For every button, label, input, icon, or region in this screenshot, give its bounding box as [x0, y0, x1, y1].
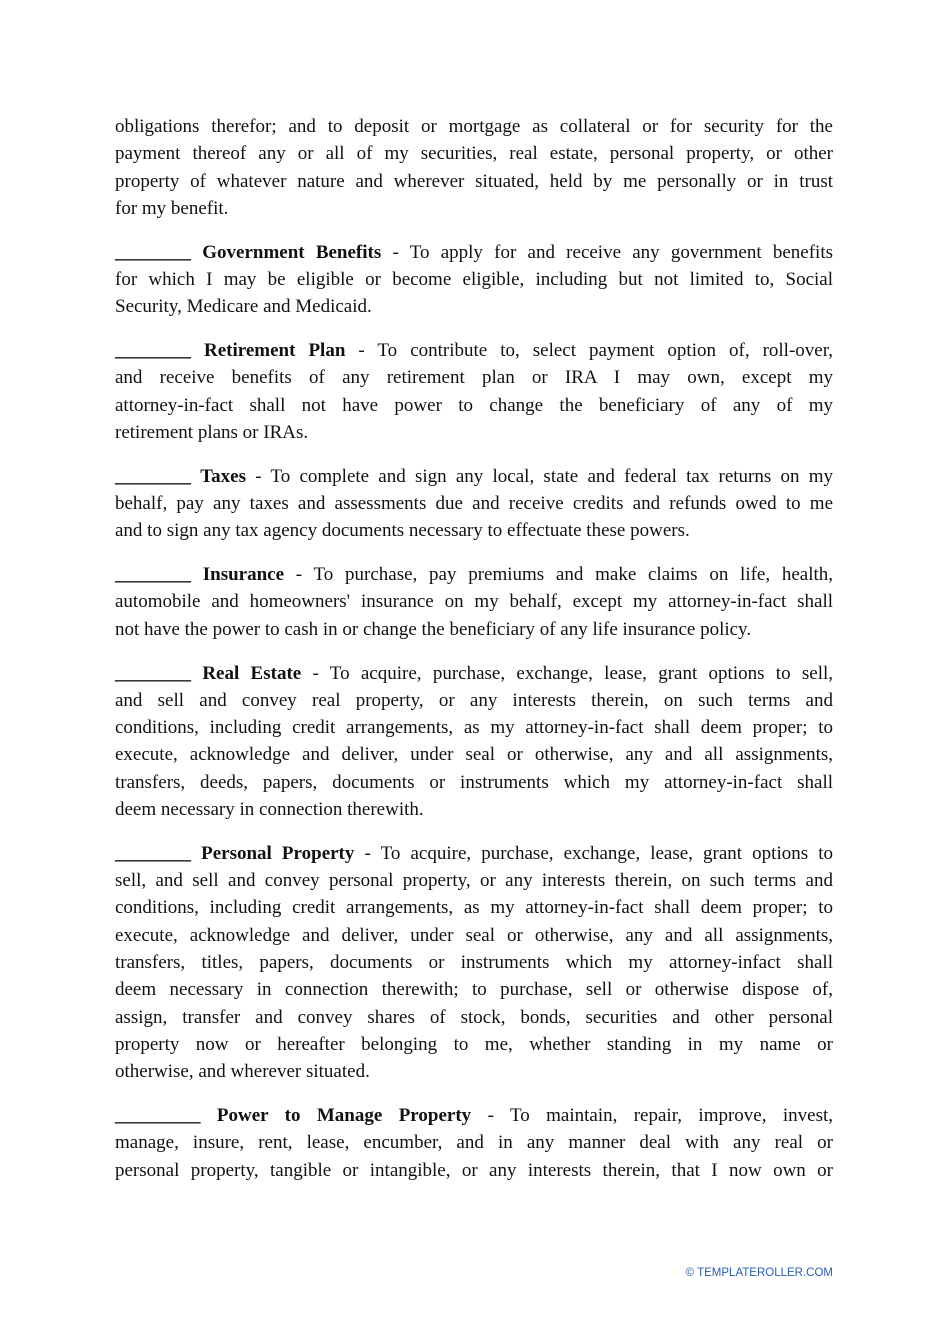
section-title: Real Estate — [202, 662, 302, 684]
section-text: - To complete and sign any local, state and federal tax returns on my — [255, 465, 834, 487]
paragraph — [115, 337, 833, 446]
text-line: personal property, tangible or intangible, or any interests therein, that I now own or — [115, 1159, 833, 1181]
paragraph — [115, 561, 833, 643]
text-line — [115, 337, 833, 364]
text-line — [115, 561, 833, 588]
footer-copyright[interactable]: © TEMPLATEROLLER.COM — [685, 1267, 833, 1279]
text-line: behalf, pay any taxes and assessments due and receive credits and refunds owed to me — [115, 493, 833, 515]
section-title: Taxes — [200, 465, 246, 487]
text-line: execute, acknowledge and deliver, under seal or otherwise, any and all assignments, — [115, 744, 833, 766]
text-line: and sell and convey real property, or any interests therein, on such terms and — [115, 689, 833, 711]
signature-blank[interactable]: ________ — [115, 340, 191, 362]
section-text: - To purchase, pay premiums and make claims on life, health, — [295, 564, 834, 586]
text-line: assign, transfer and convey shares of stock, bonds, securities and other personal — [115, 1006, 833, 1028]
text-line: retirement plans or IRAs. — [115, 421, 309, 443]
paragraph — [115, 113, 833, 222]
text-line — [115, 239, 833, 266]
section-title: Power to Manage Property — [216, 1105, 472, 1126]
text-line: deem necessary in connection therewith; to purchase, sell or otherwise dispose of, — [115, 979, 833, 1001]
text-line: automobile and homeowners' insurance on my behalf, except my attorney-in-fact shall — [115, 591, 833, 613]
text-line — [115, 1102, 833, 1129]
section-title: Insurance — [202, 564, 285, 586]
section-title: Government Benefits — [202, 241, 382, 263]
text-line: for my benefit. — [115, 197, 229, 219]
section-text: - To apply for and receive any government benefits — [392, 241, 834, 263]
text-line: and receive benefits of any retirement plan or IRA I may own, except my — [115, 367, 833, 389]
section-text: - To acquire, purchase, exchange, lease, grant options to sell, — [312, 662, 834, 684]
signature-blank[interactable]: ________ — [115, 662, 191, 684]
text-line: transfers, deeds, papers, documents or instruments which my attorney-in-fact shall — [115, 771, 833, 793]
document-page — [115, 113, 833, 1200]
text-line: payment thereof any or all of my securities, real estate, personal property, or other — [115, 143, 833, 165]
text-line: sell, and sell and convey personal property, or any interests therein, on such terms and — [115, 870, 833, 892]
paragraph — [115, 239, 833, 321]
text-line — [115, 840, 833, 867]
signature-blank[interactable]: _________ — [115, 1105, 201, 1126]
section-text: - To contribute to, select payment option of, roll-over, — [358, 340, 834, 362]
text-line — [115, 660, 833, 687]
section-title: Retirement Plan — [204, 340, 346, 362]
text-line: manage, insure, rent, lease, encumber, and in any manner deal with any real or — [115, 1132, 833, 1154]
text-line: transfers, titles, papers, documents or instruments which my attorney-infact shall — [115, 952, 833, 974]
text-line: execute, acknowledge and deliver, under seal or otherwise, any and all assignments, — [115, 924, 833, 946]
text-line: Security, Medicare and Medicaid. — [115, 296, 372, 318]
signature-blank[interactable]: ________ — [115, 842, 191, 864]
paragraph — [115, 1102, 833, 1184]
text-line: not have the power to cash in or change the beneficiary of any life insurance policy. — [115, 618, 752, 640]
signature-blank[interactable]: ________ — [115, 564, 191, 586]
text-line: conditions, including credit arrangements, as my attorney-in-fact shall deem proper; to — [115, 897, 833, 919]
signature-blank[interactable]: ________ — [115, 241, 191, 263]
paragraph — [115, 463, 833, 545]
text-line — [115, 463, 833, 490]
text-line: deem necessary in connection therewith. — [115, 799, 424, 821]
section-text: - To acquire, purchase, exchange, lease, grant options to — [364, 842, 834, 864]
section-text: - To maintain, repair, improve, invest, — [487, 1105, 834, 1126]
text-line: otherwise, and wherever situated. — [115, 1061, 370, 1083]
text-line: for which I may be eligible or become eligible, including but not limited to, Social — [115, 268, 833, 290]
paragraph — [115, 840, 833, 1086]
text-line: obligations therefor; and to deposit or mortgage as collateral or for security for the — [115, 116, 833, 137]
text-line: conditions, including credit arrangements, as my attorney-in-fact shall deem proper; to — [115, 717, 833, 739]
text-line: property now or hereafter belonging to me, whether standing in my name or — [115, 1033, 833, 1055]
text-line: attorney-in-fact shall not have power to change the beneficiary of any of my — [115, 394, 833, 416]
text-line: property of whatever nature and wherever situated, held by me personally or in trust — [115, 170, 833, 192]
paragraph — [115, 660, 833, 824]
text-line: and to sign any tax agency documents necessary to effectuate these powers. — [115, 520, 690, 542]
signature-blank[interactable]: ________ — [115, 465, 191, 487]
section-title: Personal Property — [201, 842, 355, 864]
